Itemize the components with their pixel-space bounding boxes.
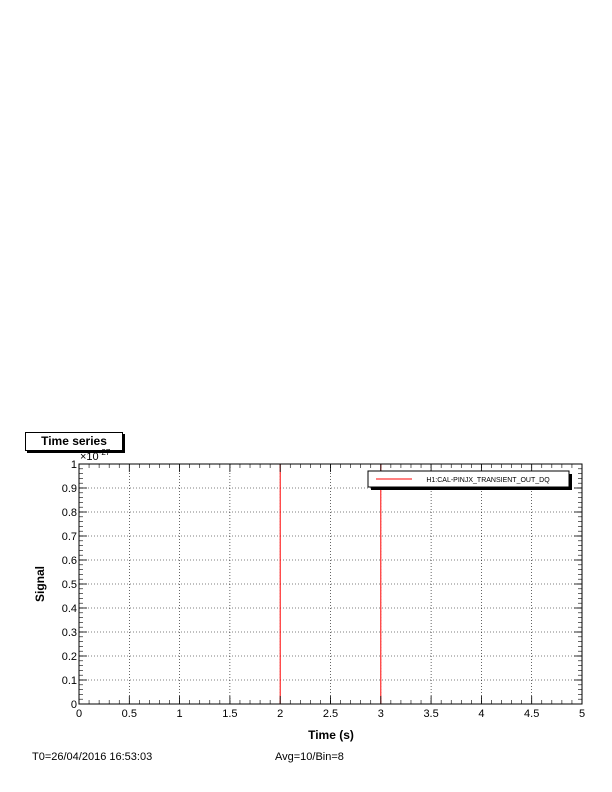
y-exponent-base: ×10 xyxy=(80,451,99,463)
grid-lines xyxy=(79,464,582,704)
chart-title: Time series xyxy=(25,432,123,451)
y-tick-label: 0 xyxy=(70,699,77,711)
x-tick-label: 4 xyxy=(478,708,485,720)
x-tick-label: 2.5 xyxy=(322,708,339,720)
y-tick-label: 0.1 xyxy=(61,675,77,687)
x-tick-labels xyxy=(76,708,585,720)
x-tick-label: 2 xyxy=(277,708,284,720)
x-tick-label: 0.5 xyxy=(121,708,137,720)
y-tick-label: 0.7 xyxy=(61,531,77,543)
y-tick-label: 0.5 xyxy=(61,579,77,591)
y-axis-label: Signal xyxy=(33,565,47,603)
legend-entry-label: H1:CAL-PINJX_TRANSIENT_OUT_DQ xyxy=(426,477,550,484)
x-axis-label: Time (s) xyxy=(308,728,354,742)
legend xyxy=(368,471,572,490)
y-tick-label: 1 xyxy=(70,459,77,471)
x-tick-label: 1 xyxy=(176,708,183,720)
y-tick-labels xyxy=(62,459,77,711)
y-tick-label: 0.2 xyxy=(61,651,77,663)
y-tick-label: 0.9 xyxy=(61,483,77,495)
footer-t0: T0=26/04/2016 16:53:03 xyxy=(32,751,153,763)
y-exponent-power: -27 xyxy=(98,448,111,457)
x-tick-label: 5 xyxy=(578,708,586,720)
footer-avg: Avg=10/Bin=8 xyxy=(275,751,344,763)
y-tick-label: 0.6 xyxy=(61,555,77,567)
x-tick-label: 3.5 xyxy=(423,708,439,720)
y-tick-label: 0.8 xyxy=(61,507,77,519)
x-tick-label: 3 xyxy=(377,708,384,720)
y-exponent-label xyxy=(80,448,111,463)
x-tick-label: 0 xyxy=(75,708,83,720)
y-tick-label: 0.3 xyxy=(61,627,77,639)
x-tick-label: 4.5 xyxy=(524,708,540,720)
y-tick-label: 0.4 xyxy=(61,603,77,615)
x-tick-label: 1.5 xyxy=(222,708,238,720)
